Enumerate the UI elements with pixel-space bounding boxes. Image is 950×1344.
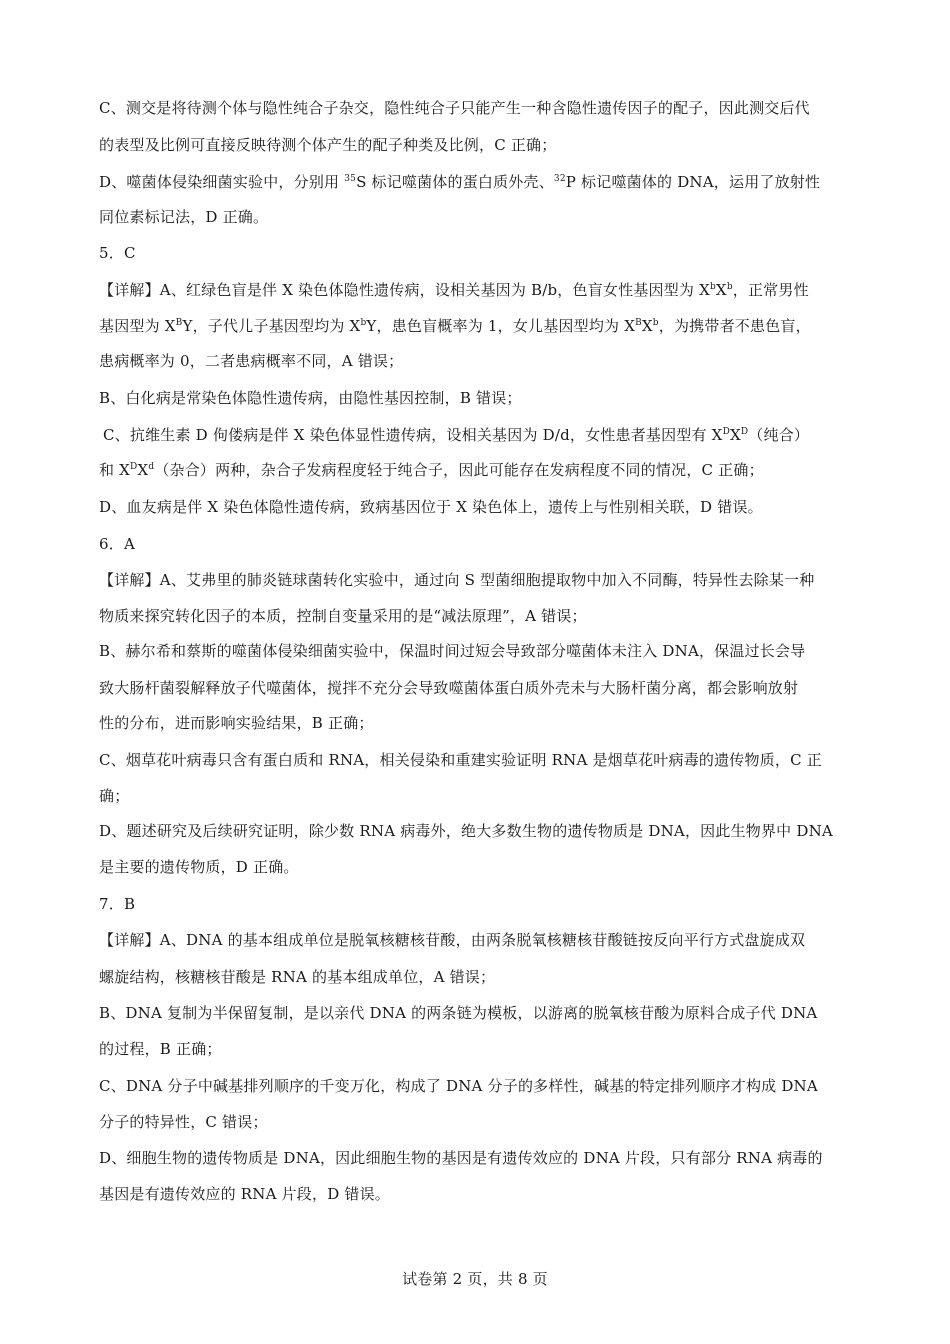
superscript: b — [726, 282, 733, 292]
text-run: D、血友病是伴 X 染色体隐性遗传病，致病基因位于 X 染色体上，遗传上与性别相关联，D 错误。 — [99, 498, 763, 516]
text-line — [99, 570, 859, 590]
text-line — [99, 243, 859, 263]
text-line — [99, 1076, 859, 1096]
superscript: B — [175, 318, 183, 328]
text-line — [99, 280, 859, 300]
text-run: 确； — [99, 787, 130, 805]
text-line — [99, 786, 859, 806]
text-line — [99, 497, 859, 517]
text-run: C、烟草花叶病毒只含有蛋白质和 RNA，相关侵染和重建实验证明 RNA 是烟草花叶病毒的遗传物质，C 正 — [99, 751, 822, 769]
text-run: D、噬菌体侵染细菌实验中，分别用 — [99, 173, 345, 191]
text-line — [99, 894, 859, 914]
text-run: Y，患色盲概率为 1，女儿基因型均为 X — [366, 317, 636, 335]
superscript: 32 — [553, 174, 566, 184]
text-run: 【详解】A、红绿色盲是伴 X 染色体隐性遗传病，设相关基因为 B/b，色盲女性基因型为 X — [99, 281, 710, 299]
text-run: 7．B — [99, 895, 136, 913]
text-run: D、题述研究及后续研究证明，除少数 RNA 病毒外，绝大多数生物的遗传物质是 DNA，因此生物界中 DNA — [99, 822, 833, 840]
text-run: X — [641, 317, 653, 335]
text-run: 同位素标记法，D 正确。 — [99, 208, 269, 226]
text-run: B、白化病是常染色体隐性遗传病，由隐性基因控制，B 错误； — [99, 389, 522, 407]
text-run: 是主要的遗传物质，D 正确。 — [99, 858, 299, 876]
text-run: X — [729, 426, 741, 444]
text-run: X — [715, 281, 727, 299]
text-line — [99, 1184, 859, 1204]
text-run: 物质来探究转化因子的本质，控制自变量采用的是“减法原理”，A 错误； — [99, 607, 587, 625]
text-line — [99, 460, 859, 480]
text-line — [103, 425, 863, 445]
text-run: 【详解】A、艾弗里的肺炎链球菌转化实验中，通过向 S 型菌细胞提取物中加入不同酶，特异性去除某一种 — [99, 571, 815, 589]
text-line — [99, 678, 859, 698]
text-run: C、抗维生素 D 佝偻病是伴 X 染色体显性遗传病，设相关基因为 D/d，女性患者基因型有 X — [103, 426, 723, 444]
text-line — [99, 821, 859, 841]
superscript: D — [740, 427, 749, 437]
text-line — [99, 1003, 859, 1023]
text-line — [99, 534, 859, 554]
text-line — [99, 1112, 859, 1132]
text-line — [99, 207, 859, 227]
text-run: ，为携带者不患色盲， — [658, 317, 811, 335]
text-line — [99, 316, 859, 336]
text-run: X — [137, 461, 149, 479]
text-run: 的过程，B 正确； — [99, 1040, 222, 1058]
text-line — [99, 857, 859, 877]
superscript: b — [652, 318, 659, 328]
text-run: Y，子代儿子基因型均为 X — [182, 317, 361, 335]
text-run: 的表型及比例可直接反映待测个体产生的配子种类及比例，C 正确； — [99, 136, 557, 154]
text-run: C、测交是将待测个体与隐性纯合子杂交，隐性纯合子只能产生一种含隐性遗传因子的配子，因此测交后代 — [99, 99, 810, 117]
superscript: B — [635, 318, 642, 328]
text-line — [99, 1039, 859, 1059]
text-run: 性的分布，进而影响实验结果，B 正确； — [99, 714, 374, 732]
text-run: B、赫尔希和蔡斯的噬菌体侵染细菌实验中，保温时间过短会导致部分噬菌体未注入 DNA，保温过长会导 — [99, 642, 806, 660]
superscript: b — [709, 282, 716, 292]
page-footer: 试卷第 2 页，共 8 页 — [402, 1270, 548, 1288]
superscript: D — [130, 462, 138, 472]
text-line — [99, 930, 859, 950]
text-line — [99, 606, 859, 626]
text-line — [99, 750, 859, 770]
text-run: （杂合）两种，杂合子发病程度轻于纯合子，因此可能存在发病程度不同的情况，C 正确； — [154, 461, 764, 479]
text-line — [99, 967, 859, 987]
text-run: B、DNA 复制为半保留复制，是以亲代 DNA 的两条链为模板，以游离的脱氧核苷酸为原料合成子代 DNA — [99, 1004, 818, 1022]
text-line — [99, 98, 859, 118]
text-run: 【详解】A、DNA 的基本组成单位是脱氧核糖核苷酸，由两条脱氧核糖核苷酸链按反向平行方式盘旋成双 — [99, 931, 806, 949]
text-line — [99, 713, 859, 733]
text-run: 6．A — [99, 535, 135, 553]
text-run: C、DNA 分子中碱基排列顺序的千变万化，构成了 DNA 分子的多样性，碱基的特定排列顺序才构成 DNA — [99, 1077, 818, 1095]
text-line — [99, 351, 859, 371]
superscript: d — [148, 462, 155, 472]
superscript: D — [722, 427, 730, 437]
superscript: b — [360, 318, 367, 328]
text-run: S 标记噬菌体的蛋白质外壳、 — [356, 173, 554, 191]
text-run: 和 X — [99, 461, 131, 479]
text-run: 基因是有遗传效应的 RNA 片段，D 错误。 — [99, 1185, 390, 1203]
text-run: 分子的特异性，C 错误； — [99, 1113, 268, 1131]
text-line — [99, 641, 859, 661]
superscript: 35 — [344, 174, 357, 184]
text-line — [99, 1148, 859, 1168]
text-line — [99, 172, 859, 192]
text-run: （纯合） — [748, 426, 810, 444]
text-run: 致大肠杆菌裂解释放子代噬菌体，搅拌不充分会导致噬菌体蛋白质外壳未与大肠杆菌分离，都会影响放射 — [99, 679, 799, 697]
text-line — [99, 388, 859, 408]
text-run: 5．C — [99, 244, 136, 262]
text-run: P 标记噬菌体的 DNA，运用了放射性 — [565, 173, 821, 191]
text-run: 基因型为 X — [99, 317, 176, 335]
text-run: 患病概率为 0，二者患病概率不同，A 错误； — [99, 352, 404, 370]
text-line — [99, 135, 859, 155]
text-run: ，正常男性 — [732, 281, 809, 299]
text-run: D、细胞生物的遗传物质是 DNA，因此细胞生物的基因是有遗传效应的 DNA 片段，只有部分 RNA 病毒的 — [99, 1149, 823, 1167]
text-run: 螺旋结构，核糖核苷酸是 RNA 的基本组成单位，A 错误； — [99, 968, 496, 986]
